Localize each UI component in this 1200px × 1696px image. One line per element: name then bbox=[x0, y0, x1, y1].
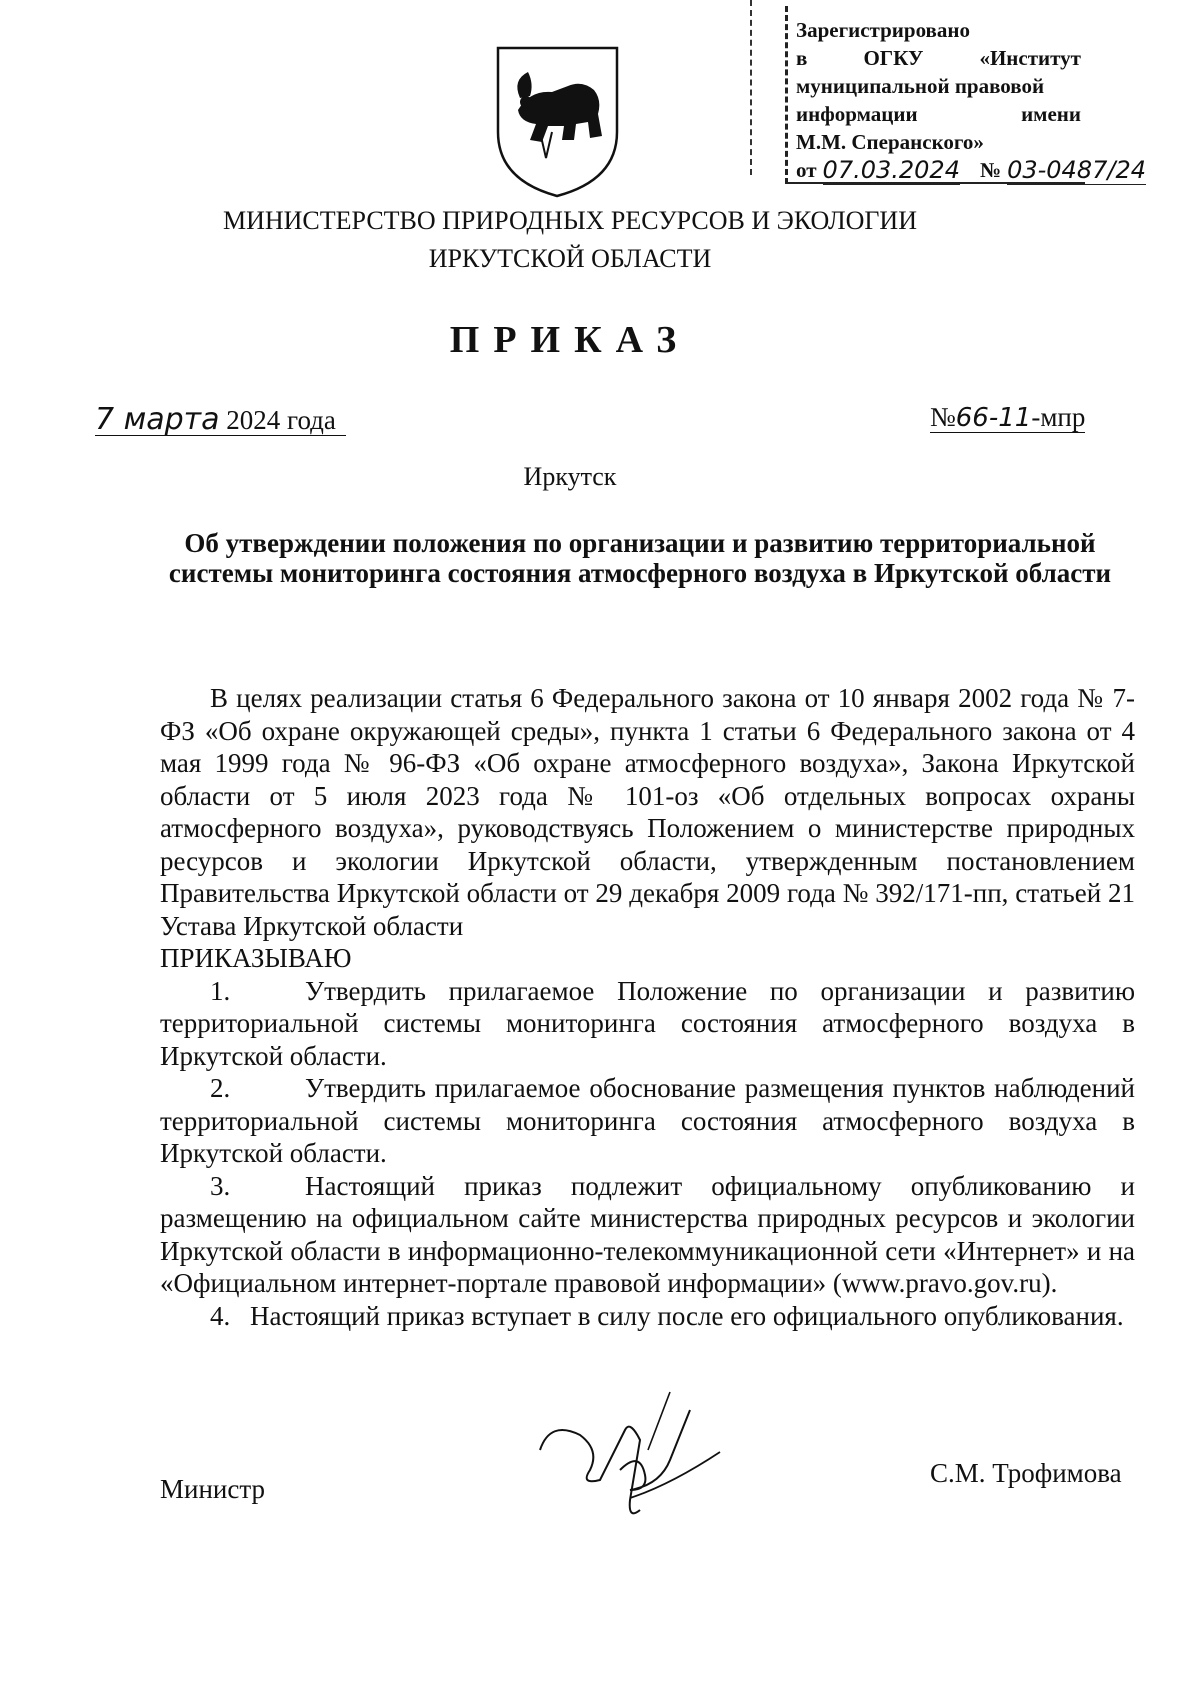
stamp-line2-mid: ОГКУ bbox=[863, 46, 924, 70]
item-text: Утвердить прилагаемое обоснование размещения пунктов наблюдений территориальной системы мониторинга состояния атмосферного воздуха в Иркутской области. bbox=[160, 1073, 1135, 1168]
handwritten-signature bbox=[530, 1390, 740, 1540]
item-text: Настоящий приказ вступает в силу после его официального опубликования. bbox=[250, 1300, 1124, 1331]
list-item bbox=[160, 975, 1135, 1073]
order-number-prefix: № bbox=[930, 402, 956, 432]
stamp-line4-right: имени bbox=[1021, 102, 1081, 126]
registration-stamp bbox=[785, 6, 1146, 184]
list-item bbox=[160, 1170, 1135, 1300]
stamp-date-prefix: от bbox=[796, 158, 817, 182]
signatory-position: Министр bbox=[160, 1474, 265, 1504]
order-number bbox=[930, 402, 1085, 433]
stamp-line2-right: «Институт bbox=[979, 46, 1081, 70]
stamp-line2-left: в bbox=[796, 46, 808, 70]
order-number-suffix: -мпр bbox=[1031, 402, 1086, 432]
item-number: 4. bbox=[210, 1300, 231, 1331]
stamp-date-value: 07.03.2024 bbox=[822, 156, 960, 184]
item-text: Утвердить прилагаемое Положение по организации и развитию территориальной системы мониторинга состояния атмосферного воздуха в Иркутской области. bbox=[160, 975, 1135, 1071]
item-number: 2. bbox=[210, 1073, 231, 1103]
coat-of-arms-icon bbox=[490, 40, 625, 200]
order-date-handwritten: 7 марта bbox=[95, 402, 220, 437]
order-subject: Об утверждении положения по организации и развитию территориальной системы мониторинга состояния атмосферного воздуха в Иркутской области bbox=[168, 528, 1112, 588]
order-body bbox=[160, 682, 1135, 1332]
city: Иркутск bbox=[523, 462, 617, 491]
stamp-line5: М.М. Сперанского» bbox=[796, 130, 984, 154]
stamp-number-value: 03-0487/24 bbox=[1007, 156, 1146, 184]
ministry-name bbox=[200, 202, 940, 278]
order-word: ПРИКАЗЫВАЮ bbox=[160, 943, 352, 973]
signatory-name: С.М. Трофимова bbox=[930, 1458, 1122, 1488]
order-date bbox=[95, 402, 346, 437]
list-item bbox=[160, 1300, 1135, 1333]
order-date-year: 2024 года bbox=[226, 405, 336, 435]
stamp-divider bbox=[750, 0, 754, 175]
item-number: 3. bbox=[210, 1170, 231, 1201]
stamp-line1: Зарегистрировано bbox=[796, 18, 970, 42]
item-text: Настоящий приказ подлежит официальному опубликованию и размещению на официальном сайте министерства природных ресурсов и экологии Иркутской области в информационно-телекоммуникационной сети «Интернет» и на «Официальном интернет-портале правовой информации» (www.pravo.gov.ru). bbox=[160, 1170, 1135, 1298]
item-number: 1. bbox=[210, 975, 231, 1006]
document-type-title: ПРИКАЗ bbox=[449, 319, 691, 361]
stamp-number-prefix: № bbox=[979, 158, 1002, 182]
order-number-handwritten: 66-11 bbox=[955, 403, 1032, 433]
stamp-line4-left: информации bbox=[796, 102, 918, 126]
list-item bbox=[160, 1072, 1135, 1170]
preamble: В целях реализации статья 6 Федерального закона от 10 января 2002 года № 7-ФЗ «Об охране окружающей среды», пункта 1 статьи 6 Федерального закона от 4 мая 1999 года № 96-ФЗ «Об охране атмосферного воздуха», Закона Иркутской области от 5 июля 2023 года № 101-оз «Об отдельных вопросах охраны атмосферного воздуха», руководствуясь Положением о министерстве природных ресурсов и экологии Иркутской области, утвержденным постановлением Правительства Иркутской области от 29 декабря 2009 года № 392/171-пп, статьей 21 Устава Иркутской области bbox=[160, 683, 1135, 941]
ministry-line2: ИРКУТСКОЙ ОБЛАСТИ bbox=[428, 244, 712, 273]
stamp-line3: муниципальной правовой bbox=[796, 74, 1045, 98]
ministry-line1: МИНИСТЕРСТВО ПРИРОДНЫХ РЕСУРСОВ И ЭКОЛОГИИ bbox=[222, 206, 917, 235]
